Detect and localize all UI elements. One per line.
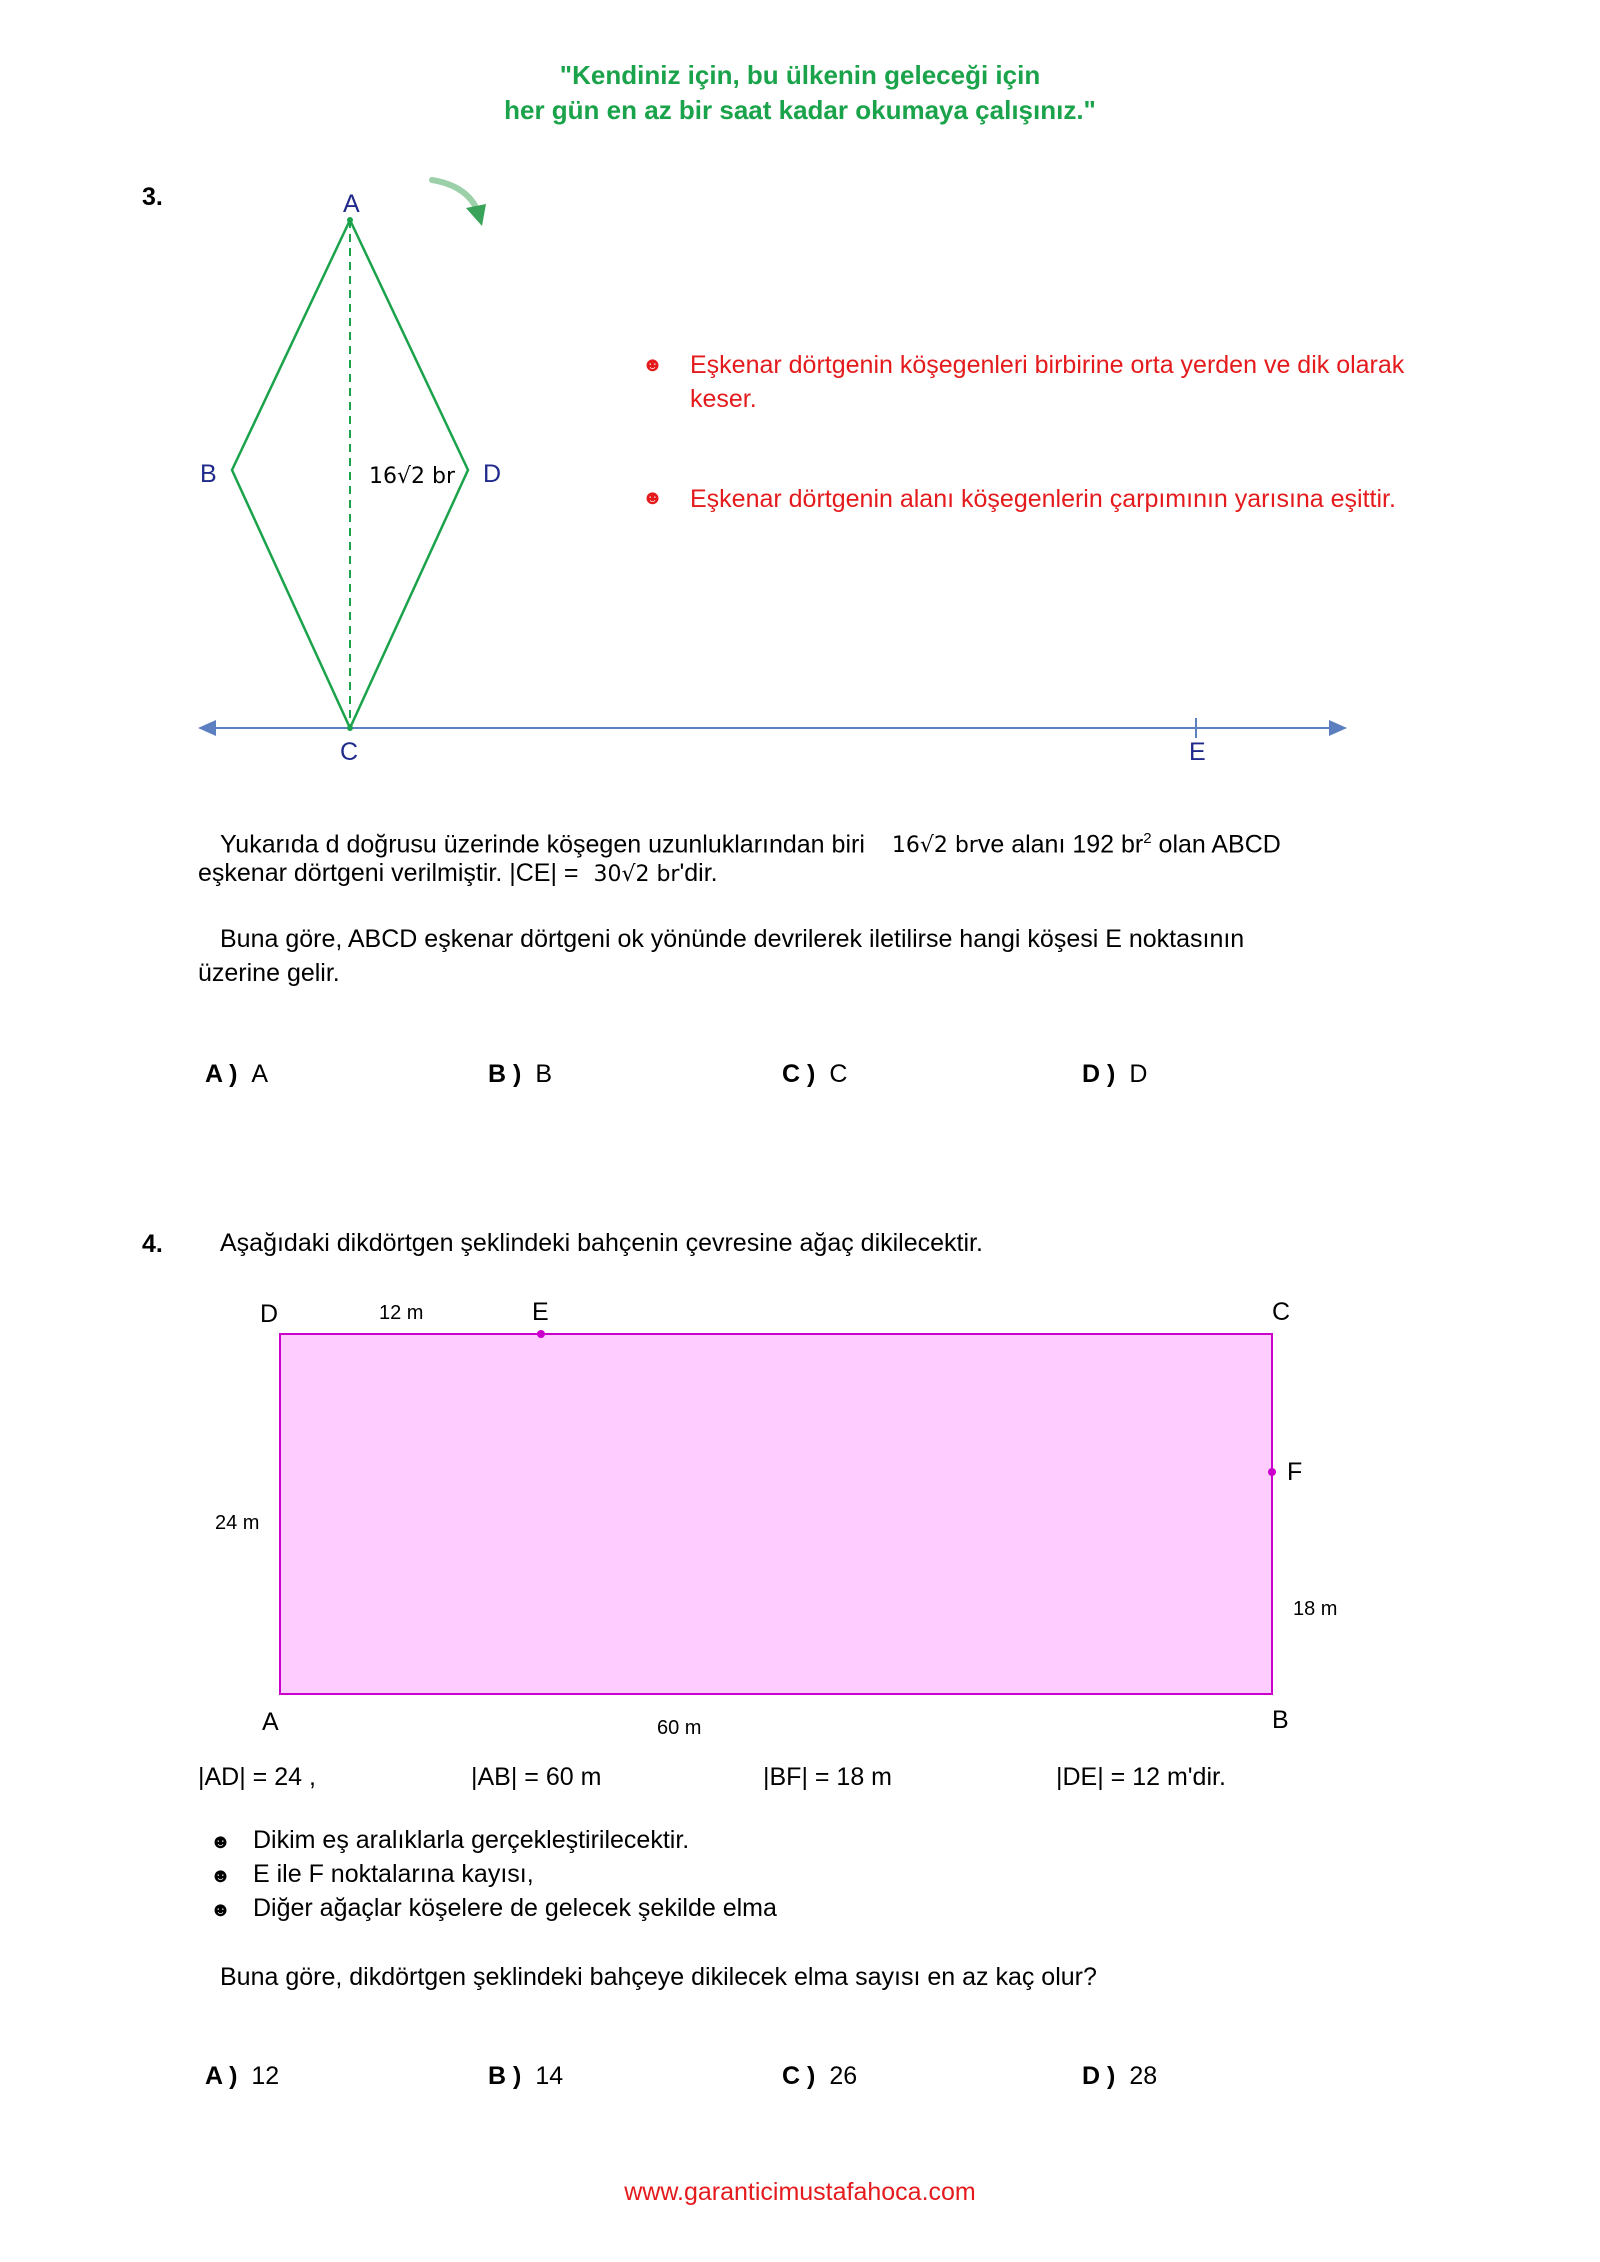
vertex-c xyxy=(347,725,353,731)
label-e: E xyxy=(1189,738,1206,766)
garden-label-b: B xyxy=(1272,1706,1289,1734)
q3-option-b[interactable]: B ) B xyxy=(488,1060,553,1088)
q3-text-line-2b: 'dir. xyxy=(679,859,718,887)
label-a: A xyxy=(343,190,360,218)
garden-label-d: D xyxy=(260,1300,279,1328)
label-b: B xyxy=(200,460,217,488)
diagonal-length-label: 16√2 br xyxy=(369,464,456,489)
label-d: D xyxy=(483,460,502,488)
q3-question-line-1: Buna göre, ABCD eşkenar dörtgeni ok yönünde devrilerek iletilirse hangi köşesi E noktasının xyxy=(220,925,1245,953)
measure-ad: 24 m xyxy=(215,1512,260,1534)
axis-left-arrow-icon xyxy=(198,720,216,736)
q3-option-c[interactable]: C ) C xyxy=(782,1060,848,1088)
q3-math-diag: 16√2 br xyxy=(891,833,978,859)
bullet-3: Diğer ağaçlar köşelere de gelecek şekilde elma xyxy=(253,1894,777,1922)
smiley-icon: ☻ xyxy=(210,1831,232,1853)
q4-option-c[interactable]: C ) 26 xyxy=(782,2062,858,2090)
garden-label-f: F xyxy=(1287,1458,1303,1486)
garden-rectangle xyxy=(280,1334,1272,1694)
q3-text-part-2: ve alanı 192 br xyxy=(977,830,1144,859)
point-e xyxy=(537,1330,545,1338)
axis-right-arrow-icon xyxy=(1329,720,1347,736)
q3-option-d[interactable]: D ) D xyxy=(1082,1060,1148,1088)
note-2: Eşkenar dörtgenin alanı köşegenlerin çarpımının yarısına eşittir. xyxy=(690,485,1396,513)
garden-label-a: A xyxy=(262,1708,279,1736)
smiley-icon: ☻ xyxy=(210,1899,232,1921)
given-bf: |BF| = 18 m xyxy=(763,1763,893,1791)
smiley-icon: ☻ xyxy=(642,354,664,376)
curved-arrow-icon xyxy=(432,180,486,226)
note-1: Eşkenar dörtgenin köşegenleri birbirine orta yerden ve dik olarak keser. xyxy=(690,351,1405,413)
bullet-2: E ile F noktalarına kayısı, xyxy=(253,1860,534,1888)
measure-de: 12 m xyxy=(379,1302,424,1324)
q4-option-b[interactable]: B ) 14 xyxy=(488,2062,564,2090)
garden-label-e: E xyxy=(532,1298,549,1326)
bullet-1: Dikim eş aralıklarla gerçekleştirilecektir. xyxy=(253,1826,690,1854)
q4-option-a[interactable]: A ) 12 xyxy=(205,2062,280,2090)
smiley-icon: ☻ xyxy=(210,1865,232,1887)
footer-url[interactable]: www.garanticimustafahoca.com xyxy=(624,2178,976,2206)
q4-garden-figure xyxy=(0,1300,1600,1720)
q4-intro: Aşağıdaki dikdörtgen şeklindeki bahçenin çevresine ağaç dikilecektir. xyxy=(220,1229,983,1257)
label-c: C xyxy=(340,738,359,766)
garden-label-c: C xyxy=(1272,1298,1291,1326)
q4-question: Buna göre, dikdörtgen şeklindeki bahçeye dikilecek elma sayısı en az kaç olur? xyxy=(220,1963,1097,1991)
given-ad: |AD| = 24 , xyxy=(198,1763,316,1791)
point-f xyxy=(1268,1468,1276,1476)
q3-text-sup: 2 xyxy=(1143,830,1152,847)
given-ab: |AB| = 60 m xyxy=(471,1763,602,1791)
q3-text-line-2a: eşkenar dörtgeni verilmiştir. |CE| = xyxy=(198,859,579,887)
measure-ab: 60 m xyxy=(657,1717,702,1739)
quote-line-2: her gün en az bir saat kadar okumaya çalışınız." xyxy=(504,95,1096,125)
smiley-icon: ☻ xyxy=(642,487,664,509)
q3-text-part-1: Yukarıda d doğrusu üzerinde köşegen uzunluklarından biri xyxy=(220,830,865,859)
quote-line-1: "Kendiniz için, bu ülkenin geleceği için xyxy=(559,60,1041,90)
q3-option-a[interactable]: A ) A xyxy=(205,1060,269,1088)
question-3-number: 3. xyxy=(142,183,163,211)
q4-option-d[interactable]: D ) 28 xyxy=(1082,2062,1158,2090)
q3-text-line-2 xyxy=(198,856,718,892)
question-4-number: 4. xyxy=(142,1230,163,1258)
measure-bf: 18 m xyxy=(1293,1598,1338,1620)
q3-math-ce: 30√2 br xyxy=(593,862,680,887)
given-de: |DE| = 12 m'dir. xyxy=(1056,1763,1226,1791)
q3-text-part-3: olan ABCD xyxy=(1151,830,1281,859)
q3-question-line-2: üzerine gelir. xyxy=(198,959,340,987)
